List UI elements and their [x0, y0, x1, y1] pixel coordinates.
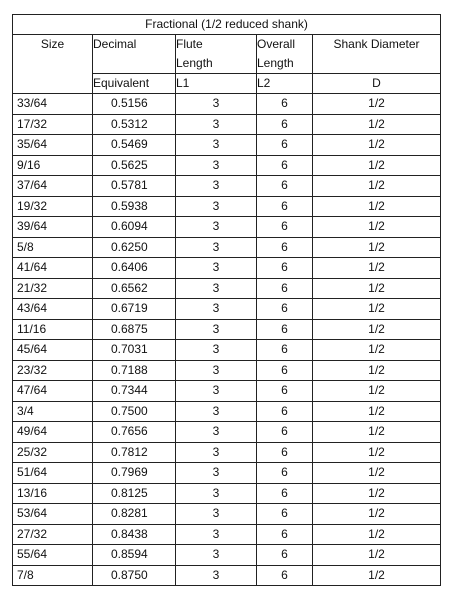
cell-size: 45/64	[13, 340, 93, 361]
cell-decimal: 0.6875	[93, 319, 176, 340]
cell-size: 41/64	[13, 258, 93, 279]
cell-size: 19/32	[13, 196, 93, 217]
cell-overall-length: 6	[257, 463, 313, 484]
cell-overall-length: 6	[257, 545, 313, 566]
cell-decimal: 0.8281	[93, 504, 176, 525]
cell-decimal: 0.5781	[93, 176, 176, 197]
header-flute: Flute	[176, 35, 257, 55]
cell-size: 25/32	[13, 442, 93, 463]
cell-overall-length: 6	[257, 217, 313, 238]
cell-decimal: 0.7188	[93, 360, 176, 381]
table-row	[13, 442, 441, 463]
cell-size: 53/64	[13, 504, 93, 525]
cell-overall-length: 6	[257, 483, 313, 504]
cell-shank-diameter: 1/2	[313, 340, 441, 361]
cell-shank-diameter: 1/2	[313, 360, 441, 381]
cell-size: 39/64	[13, 217, 93, 238]
table-row	[13, 217, 441, 238]
table-row	[13, 258, 441, 279]
cell-decimal: 0.7656	[93, 422, 176, 443]
header-flute-length: Length	[176, 54, 257, 74]
cell-decimal: 0.7031	[93, 340, 176, 361]
cell-decimal: 0.5469	[93, 135, 176, 156]
cell-flute-length: 3	[176, 545, 257, 566]
table-row	[13, 196, 441, 217]
header-l1: L1	[176, 74, 257, 94]
cell-size: 35/64	[13, 135, 93, 156]
cell-decimal: 0.5938	[93, 196, 176, 217]
table-row	[13, 422, 441, 443]
cell-decimal: 0.5312	[93, 114, 176, 135]
cell-overall-length: 6	[257, 155, 313, 176]
table-row	[13, 463, 441, 484]
cell-decimal: 0.8438	[93, 524, 176, 545]
cell-decimal: 0.6094	[93, 217, 176, 238]
cell-size: 5/8	[13, 237, 93, 258]
cell-flute-length: 3	[176, 524, 257, 545]
cell-overall-length: 6	[257, 237, 313, 258]
cell-shank-diameter: 1/2	[313, 422, 441, 443]
cell-flute-length: 3	[176, 463, 257, 484]
cell-flute-length: 3	[176, 155, 257, 176]
cell-shank-diameter: 1/2	[313, 504, 441, 525]
cell-shank-diameter: 1/2	[313, 442, 441, 463]
cell-size: 9/16	[13, 155, 93, 176]
specification-table	[12, 14, 441, 586]
cell-flute-length: 3	[176, 114, 257, 135]
cell-decimal: 0.6406	[93, 258, 176, 279]
cell-overall-length: 6	[257, 401, 313, 422]
cell-decimal: 0.8594	[93, 545, 176, 566]
cell-overall-length: 6	[257, 360, 313, 381]
cell-shank-diameter: 1/2	[313, 319, 441, 340]
cell-overall-length: 6	[257, 176, 313, 197]
cell-shank-diameter: 1/2	[313, 278, 441, 299]
cell-shank-diameter: 1/2	[313, 196, 441, 217]
table-row	[13, 340, 441, 361]
cell-decimal: 0.7969	[93, 463, 176, 484]
cell-decimal: 0.6562	[93, 278, 176, 299]
cell-flute-length: 3	[176, 176, 257, 197]
cell-overall-length: 6	[257, 196, 313, 217]
cell-overall-length: 6	[257, 442, 313, 463]
cell-size: 55/64	[13, 545, 93, 566]
header-shank-diameter: Shank Diameter	[313, 35, 441, 74]
table-row	[13, 483, 441, 504]
cell-shank-diameter: 1/2	[313, 524, 441, 545]
cell-shank-diameter: 1/2	[313, 176, 441, 197]
cell-shank-diameter: 1/2	[313, 299, 441, 320]
cell-flute-length: 3	[176, 483, 257, 504]
cell-flute-length: 3	[176, 135, 257, 156]
cell-shank-diameter: 1/2	[313, 565, 441, 586]
table-row	[13, 319, 441, 340]
cell-decimal: 0.5156	[93, 94, 176, 115]
table-row	[13, 176, 441, 197]
table-row	[13, 360, 441, 381]
cell-overall-length: 6	[257, 565, 313, 586]
cell-shank-diameter: 1/2	[313, 463, 441, 484]
cell-flute-length: 3	[176, 94, 257, 115]
table-row	[13, 504, 441, 525]
header-overall-length: Length	[257, 54, 313, 74]
header-overall: Overall	[257, 35, 313, 55]
table-row	[13, 114, 441, 135]
cell-flute-length: 3	[176, 278, 257, 299]
cell-decimal: 0.7812	[93, 442, 176, 463]
cell-overall-length: 6	[257, 524, 313, 545]
cell-shank-diameter: 1/2	[313, 94, 441, 115]
cell-overall-length: 6	[257, 340, 313, 361]
cell-flute-length: 3	[176, 237, 257, 258]
cell-shank-diameter: 1/2	[313, 237, 441, 258]
cell-size: 33/64	[13, 94, 93, 115]
table-row	[13, 135, 441, 156]
cell-size: 27/32	[13, 524, 93, 545]
cell-flute-length: 3	[176, 565, 257, 586]
cell-overall-length: 6	[257, 299, 313, 320]
cell-size: 21/32	[13, 278, 93, 299]
cell-overall-length: 6	[257, 94, 313, 115]
cell-overall-length: 6	[257, 258, 313, 279]
cell-size: 17/32	[13, 114, 93, 135]
table-title: Fractional (1/2 reduced shank)	[13, 15, 441, 35]
cell-overall-length: 6	[257, 114, 313, 135]
cell-flute-length: 3	[176, 442, 257, 463]
table-row	[13, 401, 441, 422]
cell-flute-length: 3	[176, 319, 257, 340]
cell-decimal: 0.7344	[93, 381, 176, 402]
cell-overall-length: 6	[257, 504, 313, 525]
cell-shank-diameter: 1/2	[313, 545, 441, 566]
cell-shank-diameter: 1/2	[313, 155, 441, 176]
table-row	[13, 565, 441, 586]
cell-size: 13/16	[13, 483, 93, 504]
header-decimal-equivalent: Equivalent	[93, 74, 176, 94]
cell-shank-diameter: 1/2	[313, 401, 441, 422]
table-row	[13, 278, 441, 299]
cell-shank-diameter: 1/2	[313, 135, 441, 156]
cell-flute-length: 3	[176, 340, 257, 361]
header-d: D	[313, 74, 441, 94]
cell-size: 49/64	[13, 422, 93, 443]
cell-size: 7/8	[13, 565, 93, 586]
table-body	[13, 94, 441, 586]
cell-flute-length: 3	[176, 360, 257, 381]
table-row	[13, 94, 441, 115]
cell-flute-length: 3	[176, 422, 257, 443]
table-row	[13, 524, 441, 545]
cell-flute-length: 3	[176, 504, 257, 525]
header-l2: L2	[257, 74, 313, 94]
cell-size: 51/64	[13, 463, 93, 484]
cell-size: 37/64	[13, 176, 93, 197]
cell-size: 47/64	[13, 381, 93, 402]
cell-overall-length: 6	[257, 319, 313, 340]
cell-shank-diameter: 1/2	[313, 483, 441, 504]
header-decimal: Decimal	[93, 35, 176, 74]
table-row	[13, 237, 441, 258]
cell-flute-length: 3	[176, 401, 257, 422]
cell-shank-diameter: 1/2	[313, 114, 441, 135]
cell-flute-length: 3	[176, 217, 257, 238]
cell-decimal: 0.7500	[93, 401, 176, 422]
cell-overall-length: 6	[257, 278, 313, 299]
cell-decimal: 0.6250	[93, 237, 176, 258]
cell-decimal: 0.8125	[93, 483, 176, 504]
cell-shank-diameter: 1/2	[313, 217, 441, 238]
cell-overall-length: 6	[257, 422, 313, 443]
header-size: Size	[13, 35, 93, 94]
cell-flute-length: 3	[176, 196, 257, 217]
table-row	[13, 545, 441, 566]
cell-size: 11/16	[13, 319, 93, 340]
cell-size: 23/32	[13, 360, 93, 381]
cell-flute-length: 3	[176, 381, 257, 402]
cell-shank-diameter: 1/2	[313, 258, 441, 279]
cell-size: 43/64	[13, 299, 93, 320]
cell-overall-length: 6	[257, 135, 313, 156]
cell-flute-length: 3	[176, 299, 257, 320]
cell-shank-diameter: 1/2	[313, 381, 441, 402]
cell-decimal: 0.5625	[93, 155, 176, 176]
cell-size: 3/4	[13, 401, 93, 422]
table-row	[13, 381, 441, 402]
cell-flute-length: 3	[176, 258, 257, 279]
table-row	[13, 155, 441, 176]
cell-decimal: 0.8750	[93, 565, 176, 586]
cell-decimal: 0.6719	[93, 299, 176, 320]
table-row	[13, 299, 441, 320]
cell-overall-length: 6	[257, 381, 313, 402]
